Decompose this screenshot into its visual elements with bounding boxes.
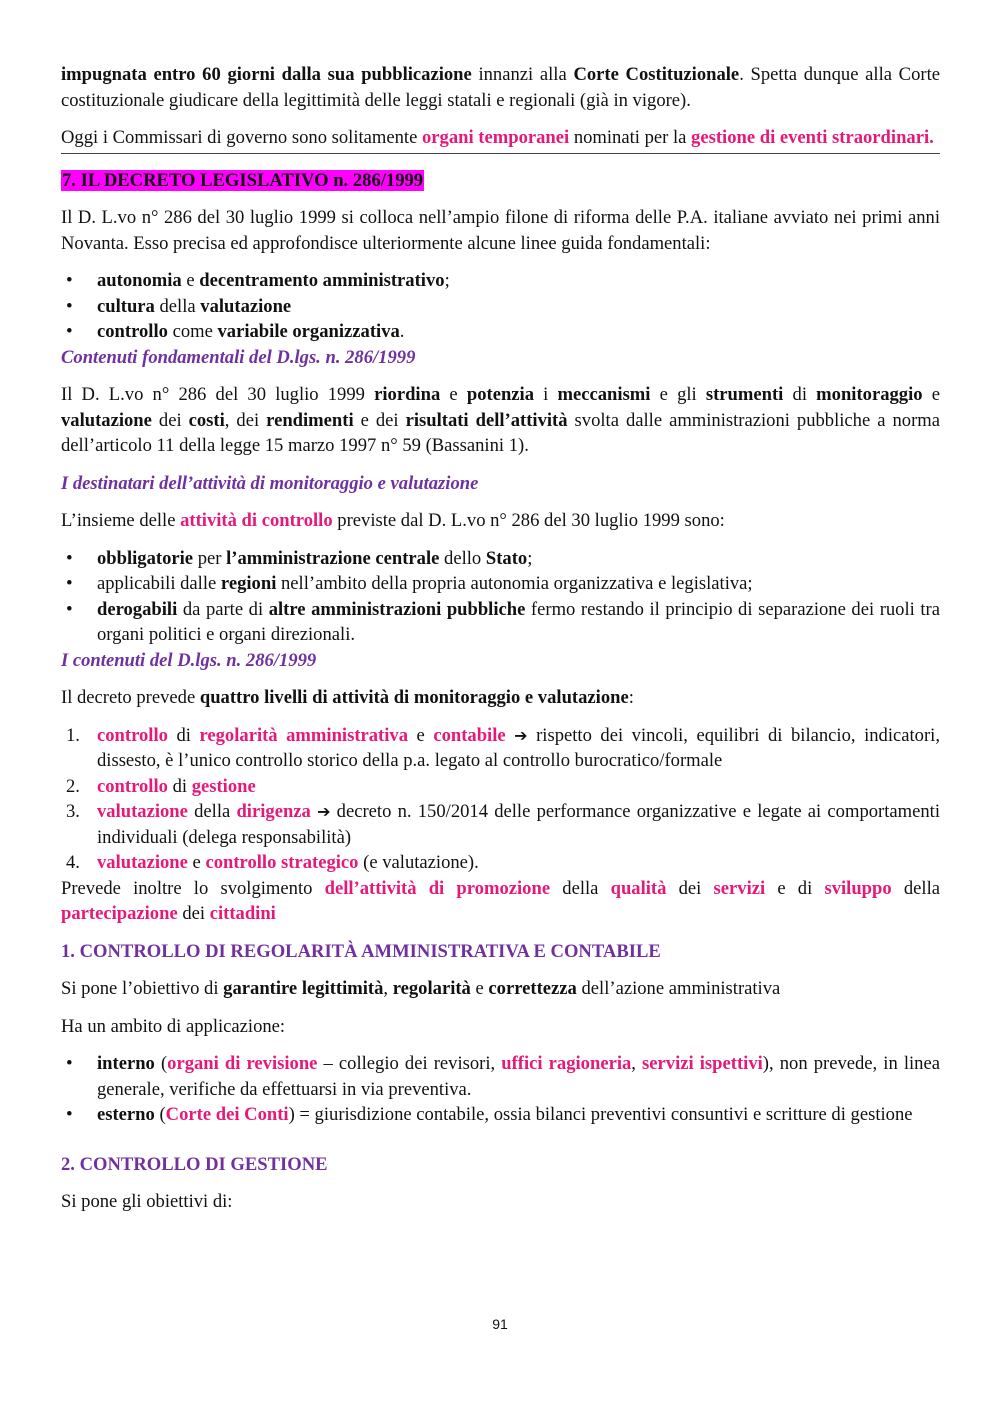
paragraph-riordina: Il D. L.vo n° 286 del 30 luglio 1999 riordina e potenzia i meccanismi e gli strumenti di monitoraggio e valutazione dei costi, dei rendimenti e dei risultati dell’attività svolta dalle amministrazioni pubbliche a norma dell’articolo 11 della legge 15 marzo 1997 n° 59 (Bassanini 1). (61, 384, 940, 456)
page-content (61, 62, 940, 1215)
paragraph-ambito: Ha un ambito di applicazione: (61, 1015, 286, 1037)
paragraph-intro-decreto: Il D. L.vo n° 286 del 30 luglio 1999 si colloca nell’ampio filone di riforma delle P.A. italiane avviato nei primi anni Novanta. Esso precisa ed approfondisce ulteriormente alcune linee guida fondamentali: (61, 207, 940, 254)
bullet-list-ambito (61, 1051, 940, 1128)
paragraph-attivita-controllo: L’insieme delle attività di controllo previste dal D. L.vo n° 286 del 30 luglio 1999 sono: (61, 510, 725, 531)
section-heading-regolarita: 1. CONTROLLO DI REGOLARITÀ AMMINISTRATIVA E CONTABILE (61, 940, 661, 962)
list-item: • cultura della valutazione (61, 294, 940, 320)
subheading-contenuti: I contenuti del D.lgs. n. 286/1999 (61, 649, 317, 671)
paragraph-obiettivi: Si pone gli obiettivi di: (61, 1191, 233, 1212)
paragraph-promozione: Prevede inoltre lo svolgimento dell’attività di promozione della qualità dei servizi e di sviluppo della partecipazione dei cittadini (61, 877, 940, 924)
list-item: • applicabili dalle regioni nell’ambito della propria autonomia organizzativa e legislativa; (61, 571, 940, 597)
highlight-text: gestione di eventi straordinari. (691, 127, 934, 148)
list-item: • derogabili da parte di altre amministrazioni pubbliche fermo restando il principio di separazione dei ruoli tra organi politici e organi direzionali. (61, 597, 940, 648)
list-item: • esterno (Corte dei Conti) = giurisdizione contabile, ossia bilanci preventivi consuntivi e scritture di gestione (61, 1102, 940, 1128)
numbered-list-livelli (61, 723, 940, 876)
subheading-destinatari: I destinatari dell’attività di monitoraggio e valutazione (61, 472, 479, 494)
page-number: 91 (492, 1316, 508, 1332)
section-heading-gestione: 2. CONTROLLO DI GESTIONE (61, 1153, 328, 1175)
section-divider (61, 153, 940, 154)
chapter-heading: 7. IL DECRETO LEGISLATIVO n. 286/1999 (62, 169, 424, 191)
highlight-text: organi temporanei (422, 127, 570, 148)
paragraph-obiettivo: Si pone l’obiettivo di garantire legittimità, regolarità e correttezza dell’azione amministrativa (61, 978, 781, 999)
bullet-list-destinatari (61, 546, 940, 648)
list-item: • interno (organi di revisione – collegio dei revisori, uffici ragioneria, servizi ispettivi), non prevede, in linea generale, verifiche da effettuarsi in via preventiva. (61, 1051, 940, 1102)
bullet-list-linee-guida (61, 268, 940, 345)
paragraph-commissari: Oggi i Commissari di governo sono solitamente organi temporanei nominati per la gestione di eventi straordinari. (61, 127, 934, 148)
paragraph-corte-costituzionale: impugnata entro 60 giorni dalla sua pubblicazione innanzi alla Corte Costituzionale. Spetta dunque alla Corte costituzionale giudicare della legittimità delle leggi statali e regionali (già in vigore). (61, 64, 940, 111)
bold-text: impugnata entro 60 giorni dalla sua pubblicazione (61, 64, 472, 85)
subheading-contenuti-fondamentali: Contenuti fondamentali del D.lgs. n. 286/1999 (61, 346, 416, 368)
highlight-text: attività di controllo (180, 510, 333, 531)
bold-text: Corte Costituzionale (573, 64, 740, 85)
arrow-right-icon: ➔ (514, 725, 528, 745)
paragraph-quattro-livelli: Il decreto prevede quattro livelli di attività di monitoraggio e valutazione: (61, 687, 634, 708)
arrow-right-icon: ➔ (317, 802, 331, 821)
list-item: 2. controllo di gestione (66, 775, 256, 797)
list-item: • obbligatorie per l’amministrazione centrale dello Stato; (61, 546, 940, 572)
list-item: • autonomia e decentramento amministrativo; (61, 268, 940, 294)
list-item: 1. controllo di regolarità amministrativa e contabile ➔ rispetto dei vincoli, equilibri di bilancio, indicatori, dissesto, è l’unico controllo storico della p.a. legato al controllo burocratico/formale (66, 724, 940, 771)
list-item: 3. valutazione della dirigenza ➔ decreto n. 150/2014 delle performance organizzative e legate ai comportamenti individuali (delega responsabilità) (66, 801, 940, 848)
list-item: • controllo come variabile organizzativa. (61, 319, 940, 345)
list-item: 4. valutazione e controllo strategico (e valutazione). (66, 852, 479, 873)
